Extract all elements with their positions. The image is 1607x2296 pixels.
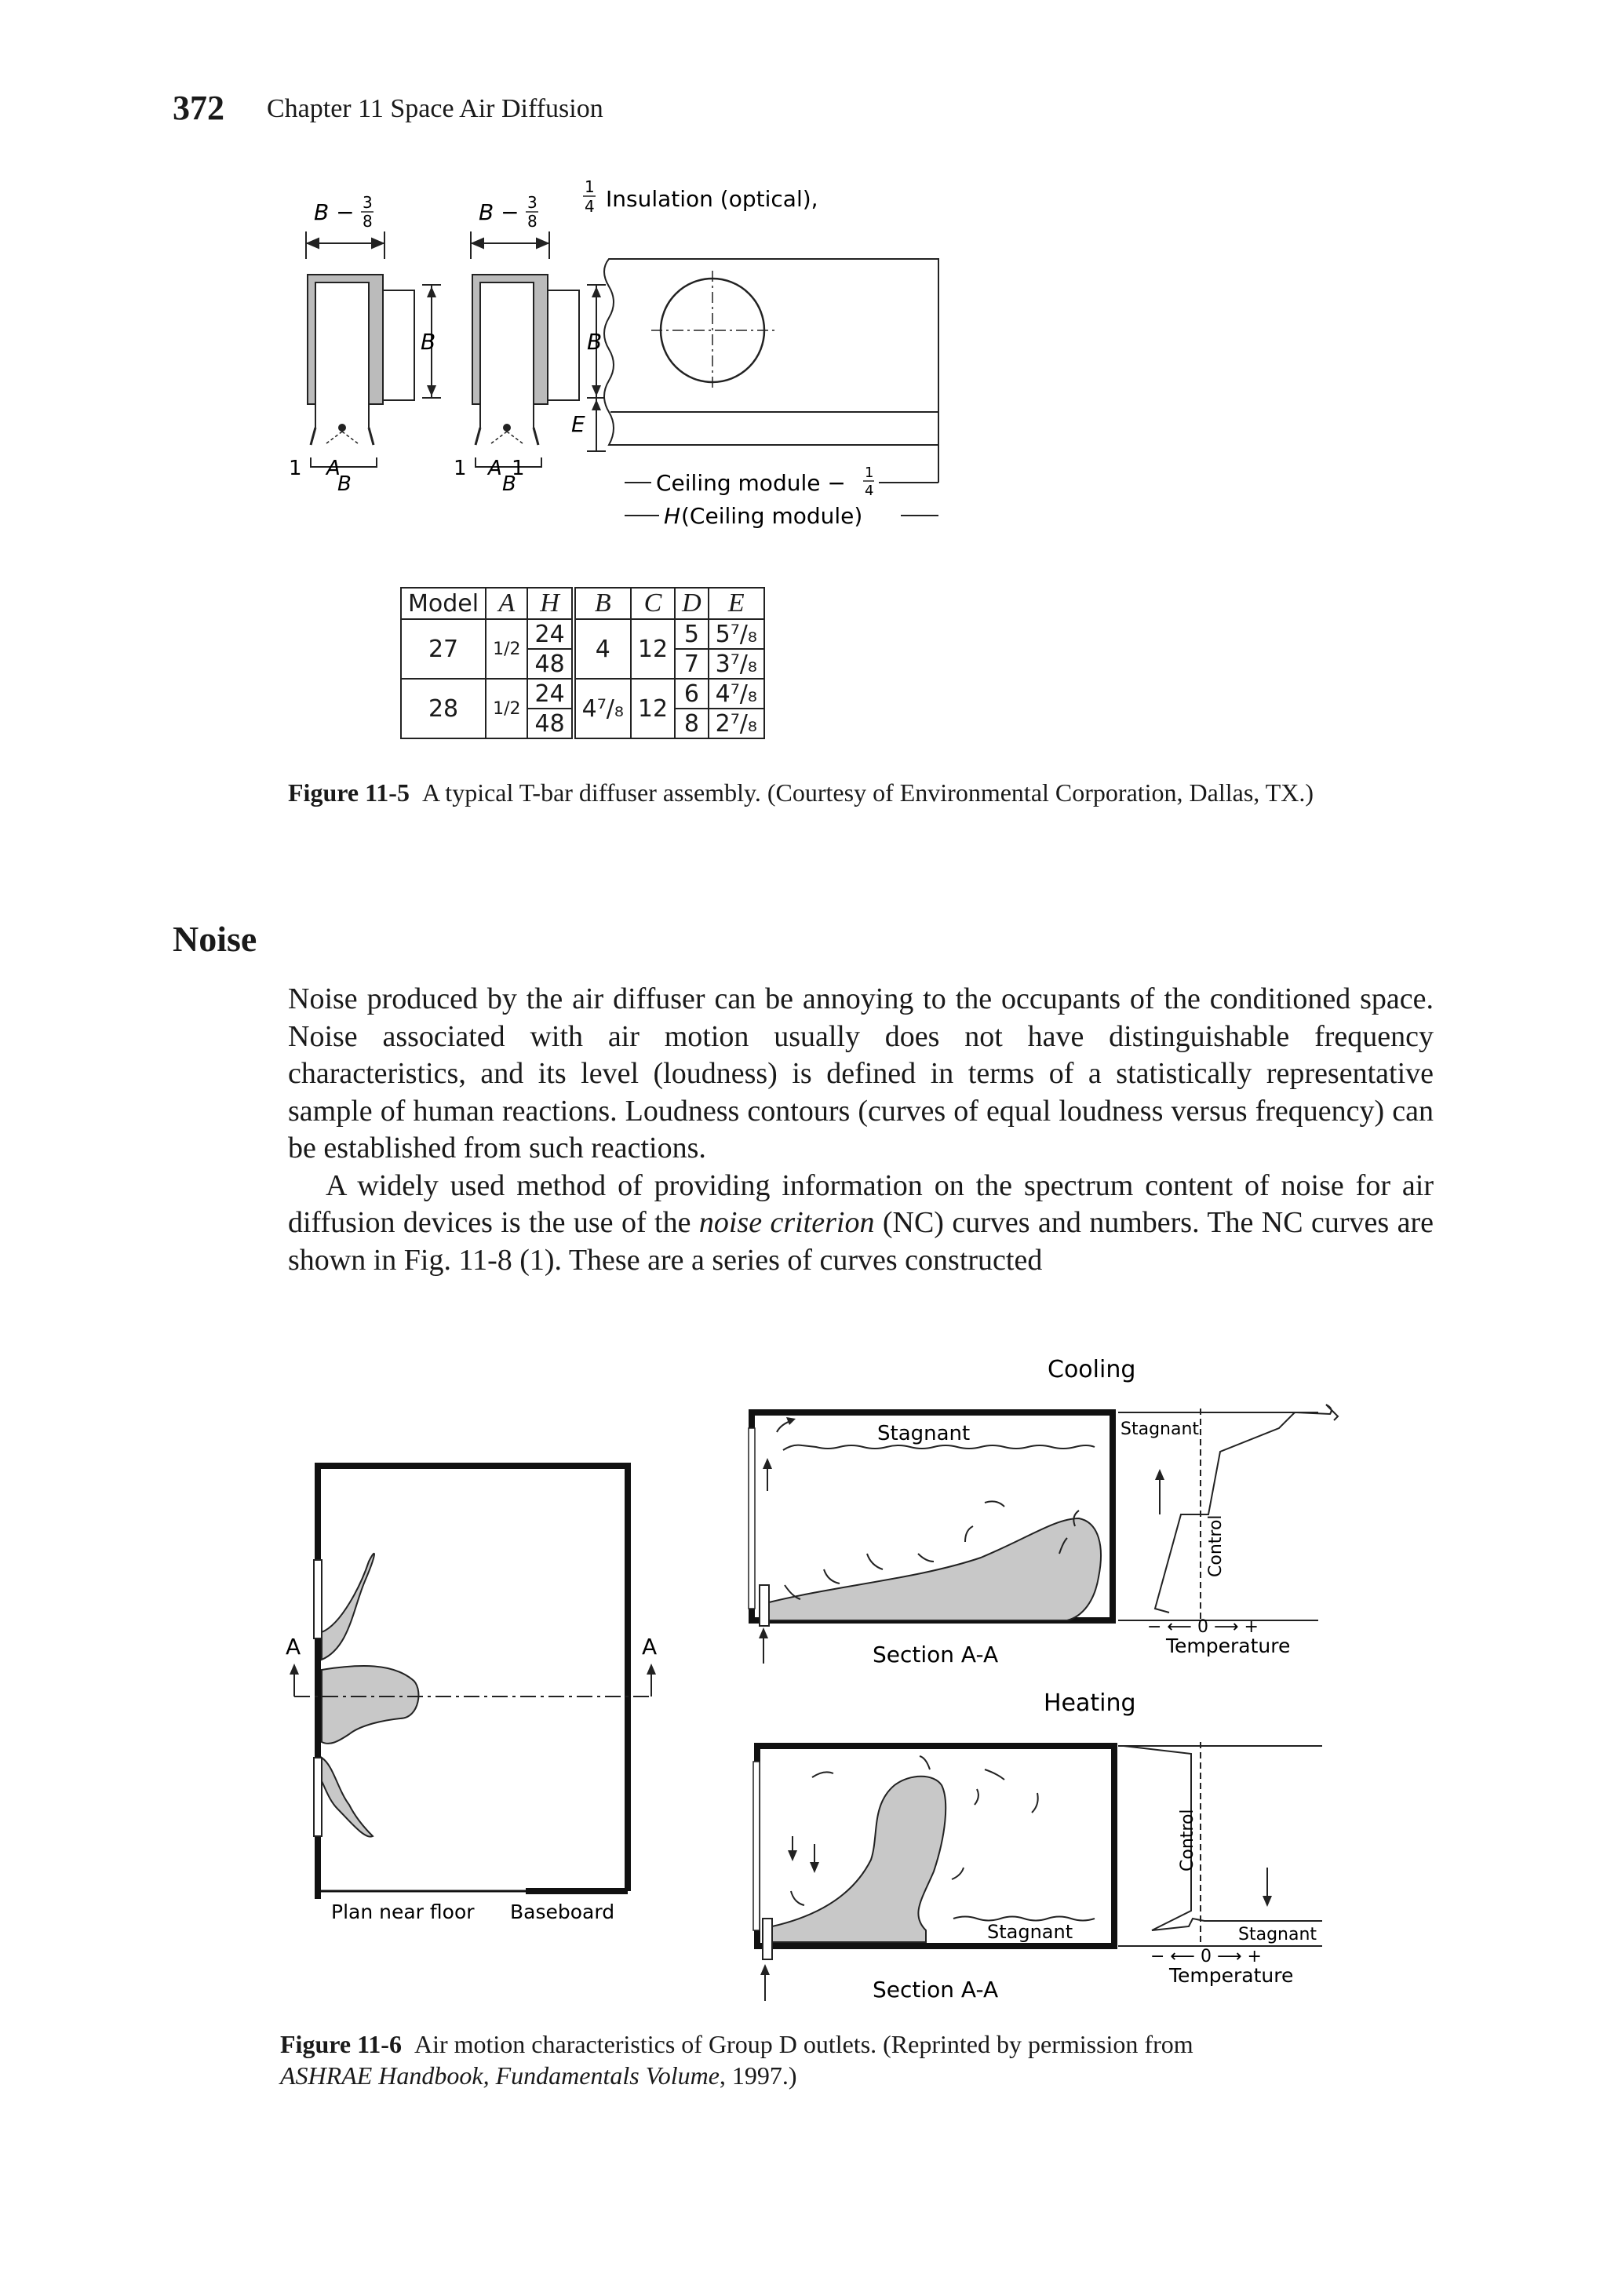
cell-h: 48 (527, 709, 573, 738)
temperature-top-label: Temperature (1166, 1635, 1291, 1657)
figure-11-5-drawing (282, 169, 957, 538)
table-header-row (401, 588, 764, 619)
cell-d: 6 (675, 679, 709, 709)
a-left: A (326, 457, 341, 480)
frac-8-right: 8 (527, 212, 537, 231)
one-right: 1 (454, 457, 467, 480)
figure-11-6-caption-source: ASHRAE Handbook, Fundamentals Volume (280, 2061, 720, 2090)
table-row (401, 679, 764, 709)
ceiling-module-label: Ceiling module − (656, 470, 846, 496)
cell-h: 24 (527, 619, 573, 649)
cell-e: 5⁷/₈ (709, 619, 764, 649)
table-row (401, 619, 764, 649)
col-a: A (486, 588, 527, 619)
model-dimension-table (400, 587, 765, 739)
b-dim-left: B (421, 329, 436, 355)
cell-d: 8 (675, 709, 709, 738)
stagnant-room-bottom-label: Stagnant (987, 1921, 1073, 1943)
t-bar-diffuser-diagram (282, 169, 957, 538)
figure-11-6-label: Figure 11-6 (280, 2030, 402, 2058)
cell-model: 28 (401, 679, 486, 738)
running-head: Chapter 11 Space Air Diffusion (267, 94, 603, 123)
temp-scale-top: − ⟵ 0 ⟶ + (1147, 1617, 1259, 1637)
one-left: 1 (289, 457, 302, 480)
cell-c: 12 (631, 619, 675, 679)
b-minus-left: B − (314, 199, 355, 225)
stagnant-profile-bottom-label: Stagnant (1238, 1925, 1317, 1944)
p2-italic: noise criterion (698, 1206, 875, 1239)
insulation-label: Insulation (optical), (606, 186, 818, 212)
col-d: D (675, 588, 709, 619)
cell-h: 48 (527, 649, 573, 679)
figure-11-6-caption-text: Air motion characteristics of Group D outlets. (Reprinted by permission from (414, 2030, 1193, 2058)
figure-11-6-drawing (275, 1350, 1373, 2017)
temperature-bottom-label: Temperature (1169, 1964, 1294, 1987)
figure-11-5-caption-text: A typical T-bar diffuser assembly. (Courtesy of Environmental Corporation, Dallas, TX.) (421, 778, 1314, 807)
e-dim: E (571, 411, 585, 437)
baseboard-label: Baseboard (510, 1901, 615, 1923)
cell-c: 12 (631, 679, 675, 738)
control-bottom-label: Control (1178, 1809, 1197, 1871)
col-c: C (631, 588, 675, 619)
a-right: A (488, 457, 502, 480)
cell-e: 4⁷/₈ (709, 679, 764, 709)
diffuser-left (289, 275, 441, 496)
frac-3-right: 3 (527, 193, 537, 212)
cell-e: 2⁷/₈ (709, 709, 764, 738)
cell-a: 1/2 (486, 679, 527, 738)
figure-11-6-caption-year: , 1997.) (719, 2061, 797, 2090)
heating-section (753, 1746, 1114, 2003)
paragraph-2 (288, 1168, 1434, 1280)
figure-11-5-caption (288, 777, 1441, 808)
diffuser-right (454, 275, 606, 496)
stagnant-room-top-label: Stagnant (877, 1422, 971, 1445)
frac-3-left: 3 (363, 193, 373, 212)
cell-model: 27 (401, 619, 486, 679)
control-top-label: Control (1206, 1514, 1226, 1577)
col-model: Model (401, 588, 486, 619)
quarter-num: 1 (585, 177, 595, 196)
cooling-profile (1118, 1405, 1338, 1657)
section-title: Noise (173, 919, 257, 959)
cell-b: 4 (574, 619, 631, 679)
b-minus-right: B − (479, 199, 519, 225)
one-l-right: 1 (512, 457, 525, 480)
quarter-num-2: 1 (865, 465, 874, 481)
b-bottom-right: B (502, 472, 516, 496)
cooling-label: Cooling (1048, 1356, 1136, 1383)
figure-11-5-label: Figure 11-5 (288, 778, 410, 807)
plan-view (286, 1466, 657, 1923)
a-right-label: A (642, 1634, 658, 1660)
figure-11-6-caption (280, 2028, 1441, 2091)
body-text (288, 981, 1434, 1279)
frac-8-left: 8 (363, 212, 373, 231)
b-dim-right: B (587, 329, 603, 355)
heating-profile (1118, 1742, 1322, 1987)
cell-d: 5 (675, 619, 709, 649)
quarter-den-2: 4 (865, 483, 874, 499)
col-b: B (574, 588, 631, 619)
cell-h: 24 (527, 679, 573, 709)
cooling-section (749, 1412, 1113, 1667)
air-motion-diagram (275, 1350, 1373, 2017)
section-aa-top-label: Section A-A (873, 1642, 999, 1667)
page-number: 372 (173, 89, 224, 127)
stagnant-profile-top-label: Stagnant (1121, 1420, 1200, 1439)
temp-scale-bottom: − ⟵ 0 ⟶ + (1150, 1947, 1262, 1966)
heating-label: Heating (1044, 1689, 1136, 1717)
cell-a: 1/2 (486, 619, 527, 679)
h-ceiling-module-label: (Ceiling module) (681, 503, 863, 529)
col-h: H (527, 588, 573, 619)
ceiling-panel (604, 259, 938, 445)
col-e: E (709, 588, 764, 619)
b-bottom-left: B (337, 472, 352, 496)
h-label: H (664, 503, 681, 529)
p2-before: A widely used method of providing information on the spectrum content of noise for air diffusion devices is the use of the (288, 1168, 1434, 1239)
cell-d: 7 (675, 649, 709, 679)
p2-after: (NC) curves and numbers. The NC curves are shown in Fig. 11-8 (1). These are a series of curves constructed (288, 1206, 1434, 1277)
cell-b: 4⁷/₈ (574, 679, 631, 738)
quarter-den: 4 (585, 197, 595, 216)
paragraph-1: Noise produced by the air diffuser can be annoying to the occupants of the conditioned space. Noise associated with air motion usually does not have distinguishable frequency characteristics, and its level (loudness) is defined in terms of a statistically representative sample of human reactions. Loudness contours (curves of equal loudness versus frequency) can be established from such reactions. (288, 982, 1434, 1164)
a-left-label: A (286, 1634, 301, 1660)
cell-e: 3⁷/₈ (709, 649, 764, 679)
section-aa-bottom-label: Section A-A (873, 1977, 999, 2003)
plan-near-floor-label: Plan near floor (331, 1901, 475, 1923)
